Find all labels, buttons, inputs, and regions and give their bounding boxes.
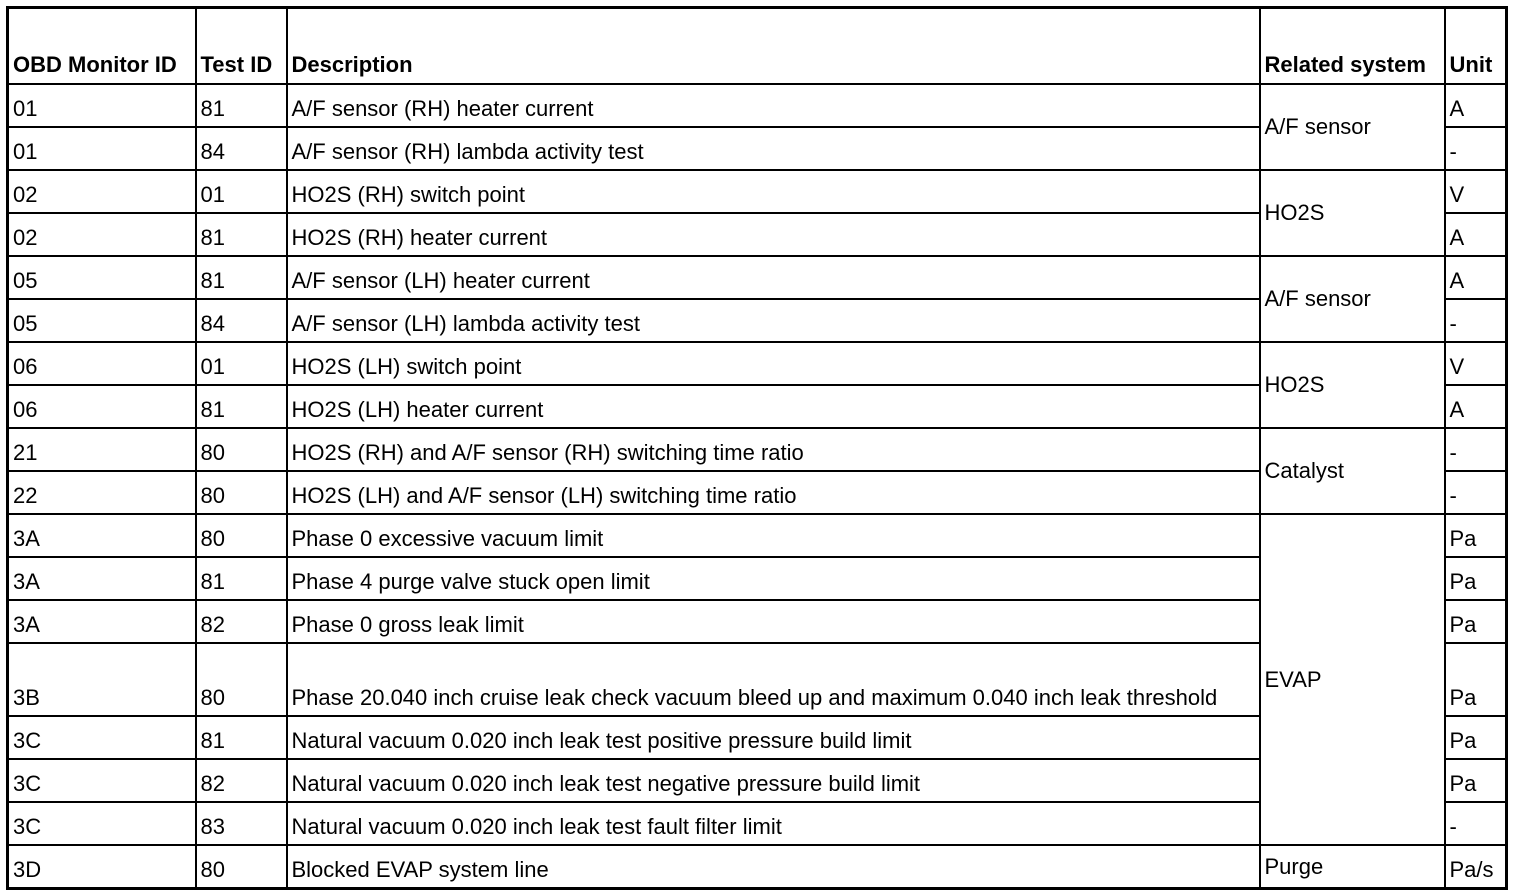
related-system-cell: HO2S [1260, 170, 1445, 256]
obd-monitor-table [6, 6, 1508, 890]
monitor-id-cell: 05 [8, 256, 196, 299]
header-row [8, 8, 1507, 85]
description-cell: A/F sensor (RH) heater current [287, 84, 1260, 127]
monitor-id-cell: 01 [8, 84, 196, 127]
header-description: Description [287, 8, 1260, 85]
description-cell: A/F sensor (LH) heater current [287, 256, 1260, 299]
test-id-cell: 81 [196, 557, 287, 600]
monitor-id-cell: 02 [8, 170, 196, 213]
description-cell: A/F sensor (LH) lambda activity test [287, 299, 1260, 342]
table-row [8, 428, 1507, 471]
test-id-cell: 81 [196, 213, 287, 256]
description-cell: A/F sensor (RH) lambda activity test [287, 127, 1260, 170]
unit-cell: - [1445, 802, 1507, 845]
unit-cell: - [1445, 471, 1507, 514]
related-system-cell: Catalyst [1260, 428, 1445, 514]
description-cell: Phase 4 purge valve stuck open limit [287, 557, 1260, 600]
unit-cell: Pa [1445, 557, 1507, 600]
description-cell: HO2S (RH) heater current [287, 213, 1260, 256]
monitor-id-cell: 3A [8, 514, 196, 557]
header-monitor-id: OBD Monitor ID [8, 8, 196, 85]
unit-cell: Pa [1445, 600, 1507, 643]
monitor-id-cell: 3A [8, 557, 196, 600]
monitor-id-cell: 06 [8, 385, 196, 428]
unit-cell: Pa [1445, 514, 1507, 557]
description-cell: Phase 20.040 inch cruise leak check vacuum bleed up and maximum 0.040 inch leak threshold [287, 643, 1260, 716]
related-system-cell: Purge [1260, 845, 1445, 889]
description-cell: Natural vacuum 0.020 inch leak test positive pressure build limit [287, 716, 1260, 759]
test-id-cell: 01 [196, 342, 287, 385]
unit-cell: A [1445, 256, 1507, 299]
unit-cell: Pa [1445, 759, 1507, 802]
monitor-id-cell: 3C [8, 759, 196, 802]
monitor-id-cell: 3C [8, 716, 196, 759]
unit-cell: A [1445, 84, 1507, 127]
test-id-cell: 84 [196, 299, 287, 342]
header-unit: Unit [1445, 8, 1507, 85]
related-system-cell: A/F sensor [1260, 84, 1445, 170]
test-id-cell: 83 [196, 802, 287, 845]
related-system-cell: EVAP [1260, 514, 1445, 845]
description-cell: HO2S (LH) and A/F sensor (LH) switching time ratio [287, 471, 1260, 514]
test-id-cell: 82 [196, 600, 287, 643]
description-cell: HO2S (RH) switch point [287, 170, 1260, 213]
monitor-id-cell: 05 [8, 299, 196, 342]
table-row [8, 84, 1507, 127]
related-system-cell: HO2S [1260, 342, 1445, 428]
monitor-id-cell: 3D [8, 845, 196, 889]
monitor-id-cell: 01 [8, 127, 196, 170]
table-row [8, 845, 1507, 889]
test-id-cell: 84 [196, 127, 287, 170]
monitor-id-cell: 22 [8, 471, 196, 514]
related-system-cell: A/F sensor [1260, 256, 1445, 342]
monitor-id-cell: 3C [8, 802, 196, 845]
test-id-cell: 82 [196, 759, 287, 802]
unit-cell: - [1445, 428, 1507, 471]
header-related-system: Related system [1260, 8, 1445, 85]
unit-cell: Pa [1445, 716, 1507, 759]
test-id-cell: 81 [196, 385, 287, 428]
test-id-cell: 80 [196, 643, 287, 716]
test-id-cell: 81 [196, 256, 287, 299]
table-row [8, 170, 1507, 213]
test-id-cell: 80 [196, 428, 287, 471]
description-cell: Natural vacuum 0.020 inch leak test negative pressure build limit [287, 759, 1260, 802]
unit-cell: Pa [1445, 643, 1507, 716]
monitor-id-cell: 3B [8, 643, 196, 716]
unit-cell: - [1445, 127, 1507, 170]
description-cell: Phase 0 gross leak limit [287, 600, 1260, 643]
monitor-id-cell: 21 [8, 428, 196, 471]
description-cell: HO2S (LH) heater current [287, 385, 1260, 428]
description-cell: Phase 0 excessive vacuum limit [287, 514, 1260, 557]
monitor-id-cell: 06 [8, 342, 196, 385]
test-id-cell: 80 [196, 845, 287, 889]
header-test-id: Test ID [196, 8, 287, 85]
test-id-cell: 81 [196, 84, 287, 127]
test-id-cell: 01 [196, 170, 287, 213]
test-id-cell: 81 [196, 716, 287, 759]
table-row [8, 256, 1507, 299]
unit-cell: V [1445, 170, 1507, 213]
description-cell: Blocked EVAP system line [287, 845, 1260, 889]
test-id-cell: 80 [196, 514, 287, 557]
monitor-id-cell: 02 [8, 213, 196, 256]
unit-cell: - [1445, 299, 1507, 342]
unit-cell: Pa/s [1445, 845, 1507, 889]
table-row [8, 514, 1507, 557]
test-id-cell: 80 [196, 471, 287, 514]
description-cell: Natural vacuum 0.020 inch leak test fault filter limit [287, 802, 1260, 845]
description-cell: HO2S (RH) and A/F sensor (RH) switching time ratio [287, 428, 1260, 471]
monitor-id-cell: 3A [8, 600, 196, 643]
table-row [8, 342, 1507, 385]
table-body [8, 84, 1507, 889]
unit-cell: V [1445, 342, 1507, 385]
unit-cell: A [1445, 213, 1507, 256]
unit-cell: A [1445, 385, 1507, 428]
description-cell: HO2S (LH) switch point [287, 342, 1260, 385]
